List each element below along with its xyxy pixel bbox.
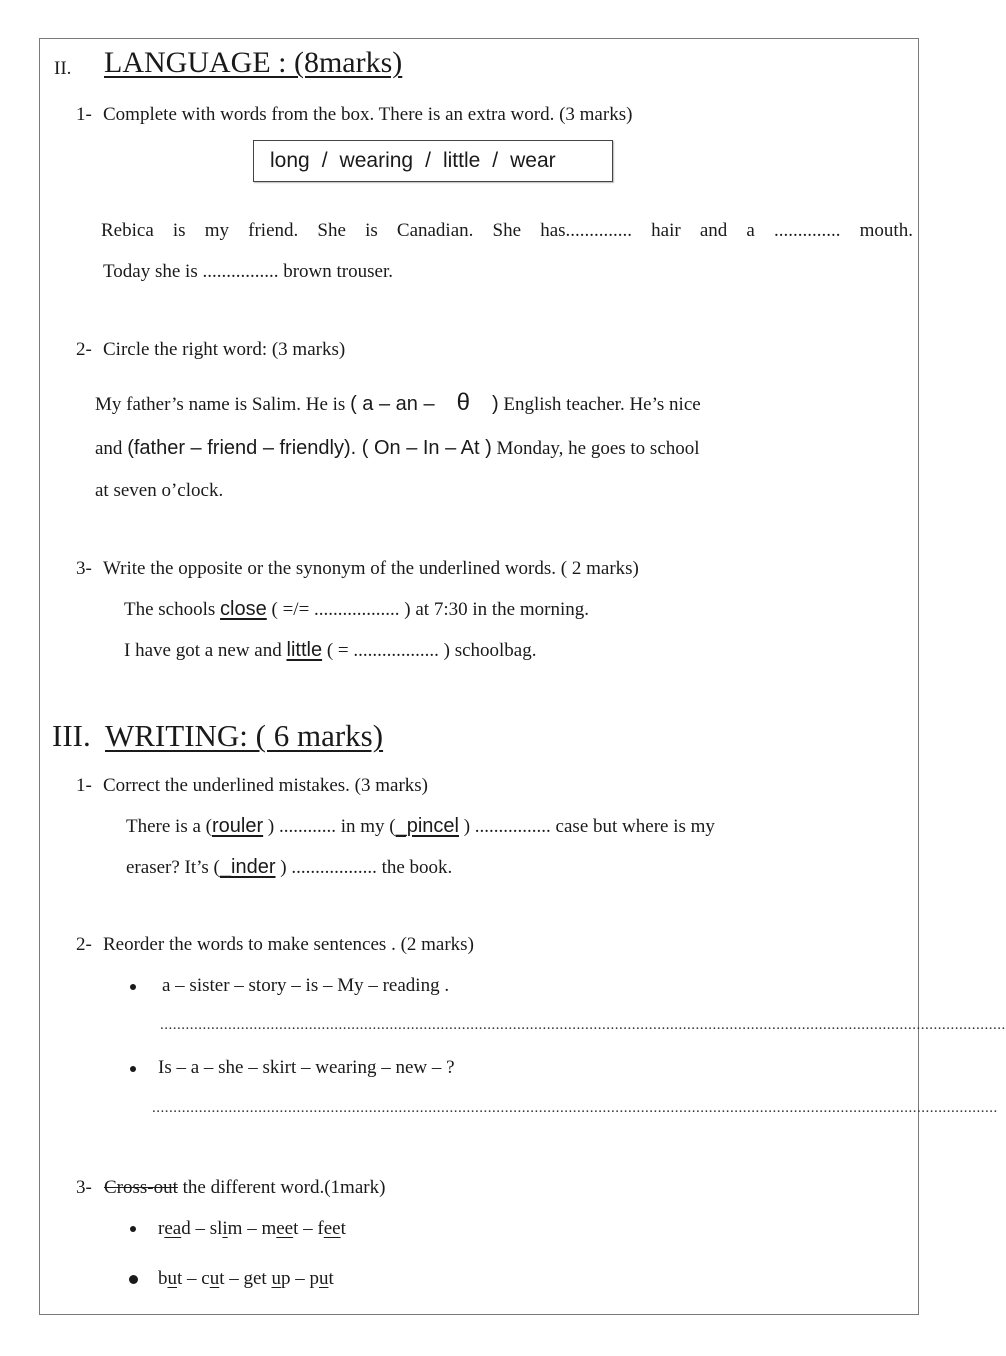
- option-word[interactable]: read: [158, 1218, 191, 1239]
- struck-text: Cross-out: [104, 1177, 178, 1198]
- answer-blank[interactable]: ) ................ case but where is my: [458, 816, 715, 837]
- answer-line[interactable]: .......................................................................................................................................................................................................: [152, 1100, 998, 1116]
- question-label: 2-: [76, 934, 92, 955]
- choice-close: ): [491, 393, 499, 415]
- instruction-text: the different word.(1mark): [177, 1177, 386, 1198]
- section-title: WRITING: ( 6 marks): [105, 718, 384, 753]
- scrambled-words: Is – a – she – skirt – wearing – new – ?: [158, 1057, 455, 1078]
- section-number: II.: [54, 58, 72, 79]
- question-label: 3-: [76, 558, 92, 579]
- answer-blank[interactable]: ) .................. the book.: [275, 857, 453, 878]
- option-word[interactable]: put: [309, 1268, 334, 1289]
- underlined-word: close: [220, 598, 267, 620]
- circle-sentence-line: [95, 389, 701, 417]
- word-group: [158, 1268, 334, 1290]
- zero-article-choice[interactable]: θ: [456, 389, 470, 416]
- dash: –: [242, 1218, 262, 1239]
- synonym-sentence: [124, 598, 589, 621]
- question-instruction: Correct the underlined mistakes. (3 marks): [103, 775, 429, 796]
- option-word[interactable]: get up: [243, 1268, 291, 1289]
- scrambled-words: a – sister – story – is – My – reading .: [162, 975, 450, 996]
- underlined-word: little: [286, 639, 323, 661]
- sentence-text: and: [95, 438, 128, 459]
- bullet-icon: [130, 1066, 136, 1072]
- option-word[interactable]: but: [158, 1268, 183, 1289]
- box-separator: /: [425, 149, 431, 172]
- mistake-sentence-line: [126, 856, 452, 879]
- sentence-text: English teacher. He’s nice: [498, 394, 701, 415]
- circle-sentence-line: [95, 437, 700, 460]
- dash: –: [224, 1268, 244, 1289]
- option-word[interactable]: feet: [317, 1218, 346, 1239]
- bullet-icon: [130, 1226, 136, 1232]
- mistake-word: _inder: [219, 856, 276, 878]
- option-word[interactable]: cut: [201, 1268, 225, 1289]
- question-label: 2-: [76, 339, 92, 360]
- box-separator: /: [321, 149, 328, 172]
- mistake-word: rouler: [211, 815, 264, 837]
- section-number: III.: [52, 718, 91, 753]
- mistake-word: _pincel: [395, 815, 459, 837]
- word: Rebica: [101, 220, 154, 241]
- dash: –: [290, 1268, 310, 1289]
- word: She: [317, 220, 346, 241]
- box-word: long: [270, 149, 310, 172]
- bullet-icon: [129, 1275, 138, 1284]
- question-instruction: Circle the right word: (3 marks): [103, 339, 346, 360]
- word: my: [204, 220, 230, 241]
- fill-sentence-line: Today she is ................ brown trouser.: [103, 261, 393, 282]
- word: mouth.: [859, 220, 913, 241]
- word: and: [699, 220, 728, 241]
- word: is: [365, 220, 378, 241]
- question-instruction: Complete with words from the box. There is an extra word. (3 marks): [103, 104, 633, 125]
- option-word[interactable]: slim: [209, 1218, 243, 1239]
- question-instruction: [104, 1177, 385, 1199]
- sentence-text: The schools: [124, 599, 221, 620]
- box-word: little: [442, 149, 481, 172]
- fill-sentence-line: [101, 220, 913, 242]
- question-label: 3-: [76, 1177, 92, 1198]
- box-word: wearing: [339, 149, 414, 172]
- word: hair: [651, 220, 681, 241]
- word: is: [172, 220, 186, 241]
- circle-sentence-line: at seven o’clock.: [95, 480, 224, 501]
- answer-blank[interactable]: ..............: [774, 220, 841, 241]
- word: a: [746, 220, 755, 241]
- sentence-text: I have got a new and: [124, 640, 287, 661]
- answer-blank[interactable]: ( =/= .................. ) at 7:30 in the morning.: [266, 599, 589, 620]
- bullet-icon: [130, 984, 136, 990]
- synonym-sentence: [124, 639, 537, 662]
- question-label: 1-: [76, 104, 92, 125]
- answer-blank[interactable]: has..............: [540, 220, 633, 241]
- section-title: LANGUAGE : (8marks): [104, 46, 403, 79]
- box-word: wear: [510, 149, 556, 172]
- word-group: [158, 1218, 346, 1240]
- answer-line[interactable]: .......................................................................................................................................................................................................: [160, 1017, 1006, 1033]
- sentence-text: My father’s name is Salim. He is: [95, 394, 351, 415]
- question-instruction: Write the opposite or the synonym of the underlined words. ( 2 marks): [103, 558, 639, 579]
- choice-options[interactable]: (father – friend – friendly). ( On – In – At ): [127, 437, 492, 459]
- word: friend.: [248, 220, 299, 241]
- dash: –: [182, 1268, 202, 1289]
- dash: –: [298, 1218, 318, 1239]
- word-box: [253, 140, 613, 182]
- sentence-text: There is a (: [126, 816, 212, 837]
- answer-blank[interactable]: ) ............ in my (: [263, 816, 396, 837]
- question-instruction: Reorder the words to make sentences . (2 marks): [103, 934, 474, 955]
- option-word[interactable]: meet: [261, 1218, 299, 1239]
- mistake-sentence-line: [126, 815, 914, 838]
- dash: –: [190, 1218, 210, 1239]
- answer-blank[interactable]: ( = .................. ) schoolbag.: [322, 640, 537, 661]
- word: Canadian.: [396, 220, 474, 241]
- choice-options[interactable]: ( a – an –: [350, 393, 435, 415]
- sentence-text: eraser? It’s (: [126, 857, 220, 878]
- box-separator: /: [492, 149, 499, 172]
- sentence-text: Monday, he goes to school: [491, 438, 700, 459]
- question-label: 1-: [76, 775, 92, 796]
- word: She: [492, 220, 522, 241]
